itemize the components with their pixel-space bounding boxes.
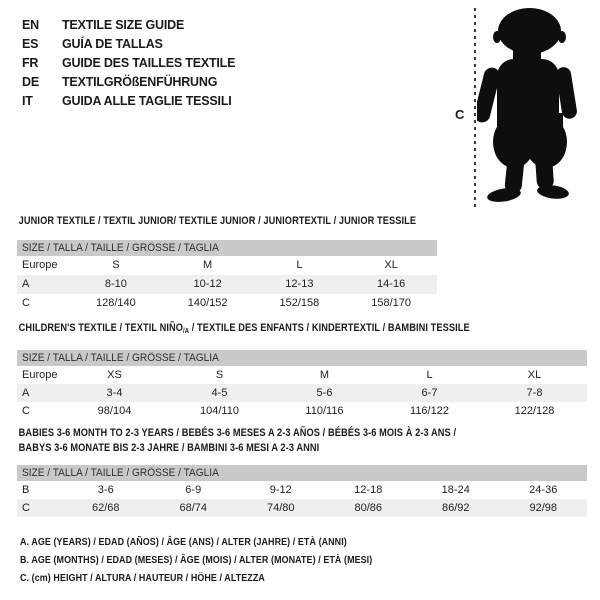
size-value-cell: XL [527, 369, 542, 381]
size-value-cell: L [296, 259, 303, 271]
size-value-cell: L [426, 369, 433, 381]
size-value-cell: 152/158 [279, 297, 320, 309]
table-babies-textile [17, 426, 587, 517]
table-childrens-textile [17, 322, 587, 420]
row-label: C [22, 405, 30, 417]
size-value-cell: 6-7 [421, 387, 438, 399]
size-value-cell: 6-9 [185, 484, 202, 496]
size-value-cell: 5-6 [316, 387, 333, 399]
language-code: DE [22, 75, 39, 89]
language-label: TEXTILGRÖßENFÜHRUNG [62, 75, 218, 89]
size-value-cell: 74/80 [266, 502, 295, 514]
size-value-cell: 62/68 [91, 502, 120, 514]
size-value-cell: 14-16 [377, 278, 406, 290]
height-dotted-line [474, 8, 476, 210]
language-row [22, 92, 235, 111]
baby-silhouette-figure [477, 5, 589, 207]
height-c-label: C [455, 107, 465, 122]
size-value-cell: 122/128 [514, 405, 555, 417]
size-value-cell: XS [107, 369, 122, 381]
size-value-cell: 68/74 [179, 502, 208, 514]
note-line: C. (cm) HEIGHT / ALTURA / HAUTEUR / HÖHE / ALTEZZA [20, 572, 265, 584]
size-value-cell: S [215, 369, 224, 381]
size-value-cell: M [203, 259, 213, 271]
language-code: EN [22, 18, 39, 32]
size-header-bar: SIZE / TALLA / TAILLE / GRÖSSE / TAGLIA [17, 465, 587, 481]
notes-list [20, 533, 372, 587]
size-value-cell: 18-24 [441, 484, 470, 496]
table-junior-textile [17, 215, 437, 313]
size-value-cell: 7-8 [526, 387, 543, 399]
table-row [17, 481, 587, 499]
table-title: BABIES 3-6 MONTH TO 2-3 YEARS / BEBÉS 3-6 MESES A 2-3 AÑOS / BÉBÉS 3-6 MOIS À 2-3 ANS / BABYS 3-6 MONATE BIS 2-3 JAHRE / BAMBINI 3-6 MESI A 2-3 ANNI [18, 427, 457, 454]
language-row [22, 35, 235, 54]
row-label: Europe [22, 259, 58, 271]
row-label: Europe [22, 369, 58, 381]
language-label: GUIDE DES TAILLES TEXTILE [62, 56, 236, 70]
language-code: ES [22, 37, 39, 51]
size-header-bar: SIZE / TALLA / TAILLE / GRÖSSE / TAGLIA [17, 240, 437, 256]
size-value-cell: 3-6 [97, 484, 114, 496]
size-value-cell: 12-13 [285, 278, 314, 290]
table-row [17, 294, 437, 313]
language-label: GUÍA DE TALLAS [62, 37, 163, 51]
table-title: CHILDREN'S TEXTILE / TEXTIL $NIÑO_{/A}$ / TEXTILE DES ENFANTS / KINDERTEXTIL / BAMBINI TESSILE [18, 322, 470, 335]
language-row [22, 16, 235, 35]
size-value-cell: XL [384, 259, 398, 271]
size-value-cell: 92/98 [529, 502, 558, 514]
row-label: B [22, 484, 30, 496]
language-list [22, 16, 235, 111]
row-label: A [22, 278, 30, 290]
size-value-cell: M [319, 369, 330, 381]
size-value-cell: 128/140 [95, 297, 136, 309]
size-value-cell: 12-18 [354, 484, 383, 496]
table-title: JUNIOR TEXTILE / TEXTIL JUNIOR/ TEXTILE JUNIOR / JUNIORTEXTIL / JUNIOR TESSILE [18, 215, 417, 227]
size-value-cell: 158/170 [371, 297, 411, 309]
size-value-cell: 3-4 [106, 387, 123, 399]
size-value-cell: 80/86 [354, 502, 383, 514]
size-value-cell: 10-12 [193, 278, 222, 290]
table-row [17, 499, 587, 517]
row-label: C [22, 297, 30, 309]
size-value-cell: 24-36 [529, 484, 558, 496]
size-value-cell: 116/122 [410, 405, 449, 417]
language-code: FR [22, 56, 39, 70]
table-row [17, 384, 587, 402]
table-row [17, 256, 437, 275]
size-value-cell: 140/152 [187, 297, 228, 309]
language-label: TEXTILE SIZE GUIDE [62, 18, 185, 32]
note-line: B. AGE (MONTHS) / EDAD (MESES) / ÂGE (MOIS) / ALTER (MONATE) / ETÀ (MESI) [20, 554, 373, 566]
table-row [17, 366, 587, 384]
size-header-bar: SIZE / TALLA / TAILLE / GRÖSSE / TAGLIA [17, 350, 587, 366]
language-label: GUIDA ALLE TAGLIE TESSILI [62, 94, 232, 108]
size-value-cell: 9-12 [269, 484, 292, 496]
size-value-cell: S [112, 259, 120, 271]
size-value-cell: 4-5 [211, 387, 228, 399]
size-value-cell: 86/92 [441, 502, 470, 514]
table-row [17, 275, 437, 294]
language-row [22, 54, 235, 73]
size-value-cell: 110/116 [305, 405, 344, 417]
language-row [22, 73, 235, 92]
row-label: C [22, 502, 30, 514]
note-line: A. AGE (YEARS) / EDAD (AÑOS) / ÂGE (ANS) / ALTER (JAHRE) / ETÀ (ANNI) [20, 536, 347, 548]
size-value-cell: 104/110 [200, 405, 239, 417]
size-value-cell: 98/104 [97, 405, 132, 417]
table-row [17, 402, 587, 420]
size-value-cell: 8-10 [104, 278, 127, 290]
row-label: A [22, 387, 30, 399]
language-code: IT [22, 94, 33, 108]
